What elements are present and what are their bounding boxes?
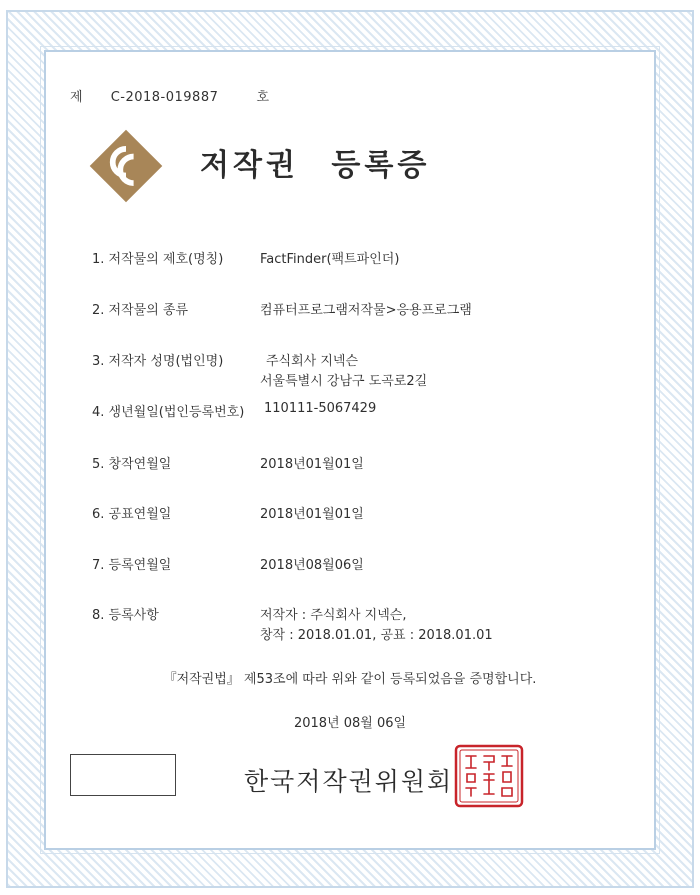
item-value: 저작자 : 주식회사 지넥슨, bbox=[260, 608, 407, 623]
copyright-logo-icon bbox=[88, 128, 164, 204]
item-label: 2. 저작물의 종류 bbox=[92, 303, 189, 318]
number-value: C-2018-019887 bbox=[110, 90, 219, 105]
item-value-line2: 창작 : 2018.01.01, 공표 : 2018.01.01 bbox=[260, 628, 493, 643]
item-label: 4. 생년월일(법인등록번호) bbox=[92, 405, 245, 420]
item-value: 컴퓨터프로그램저작물>응용프로그램 bbox=[260, 303, 472, 318]
item-label: 7. 등록연월일 bbox=[92, 558, 172, 573]
item-label: 1. 저작물의 제호(명칭) bbox=[92, 252, 224, 267]
stamp-box bbox=[70, 754, 176, 796]
item-value: 2018년08월06일 bbox=[260, 558, 364, 573]
item-value: 2018년01월01일 bbox=[260, 507, 364, 522]
registration-number bbox=[70, 86, 269, 105]
number-prefix: 제 bbox=[70, 90, 83, 105]
item-value: 2018년01월01일 bbox=[260, 457, 364, 472]
issuer-name: 한국저작권위원회 bbox=[244, 767, 454, 796]
number-suffix: 호 bbox=[256, 90, 270, 105]
issue-date: 2018년 08월 06일 bbox=[293, 716, 407, 731]
item-label: 5. 창작연월일 bbox=[92, 457, 172, 472]
certification-statement: 『저작권법』 제53조에 따라 위와 같이 등록되었음을 증명합니다. bbox=[163, 672, 537, 687]
item-value-line2: 서울특별시 강남구 도곡로2길 bbox=[260, 374, 428, 389]
item-label: 6. 공표연월일 bbox=[92, 507, 172, 522]
official-seal-icon bbox=[454, 744, 524, 808]
item-value: FactFinder(팩트파인더) bbox=[260, 252, 400, 267]
item-label: 8. 등록사항 bbox=[92, 608, 159, 623]
certificate-title: 저작권 등록증 bbox=[200, 148, 431, 183]
item-value: 110111-5067429 bbox=[264, 401, 377, 416]
item-label: 3. 저작자 성명(법인명) bbox=[92, 354, 224, 369]
item-value: 주식회사 지넥슨 bbox=[266, 354, 359, 369]
